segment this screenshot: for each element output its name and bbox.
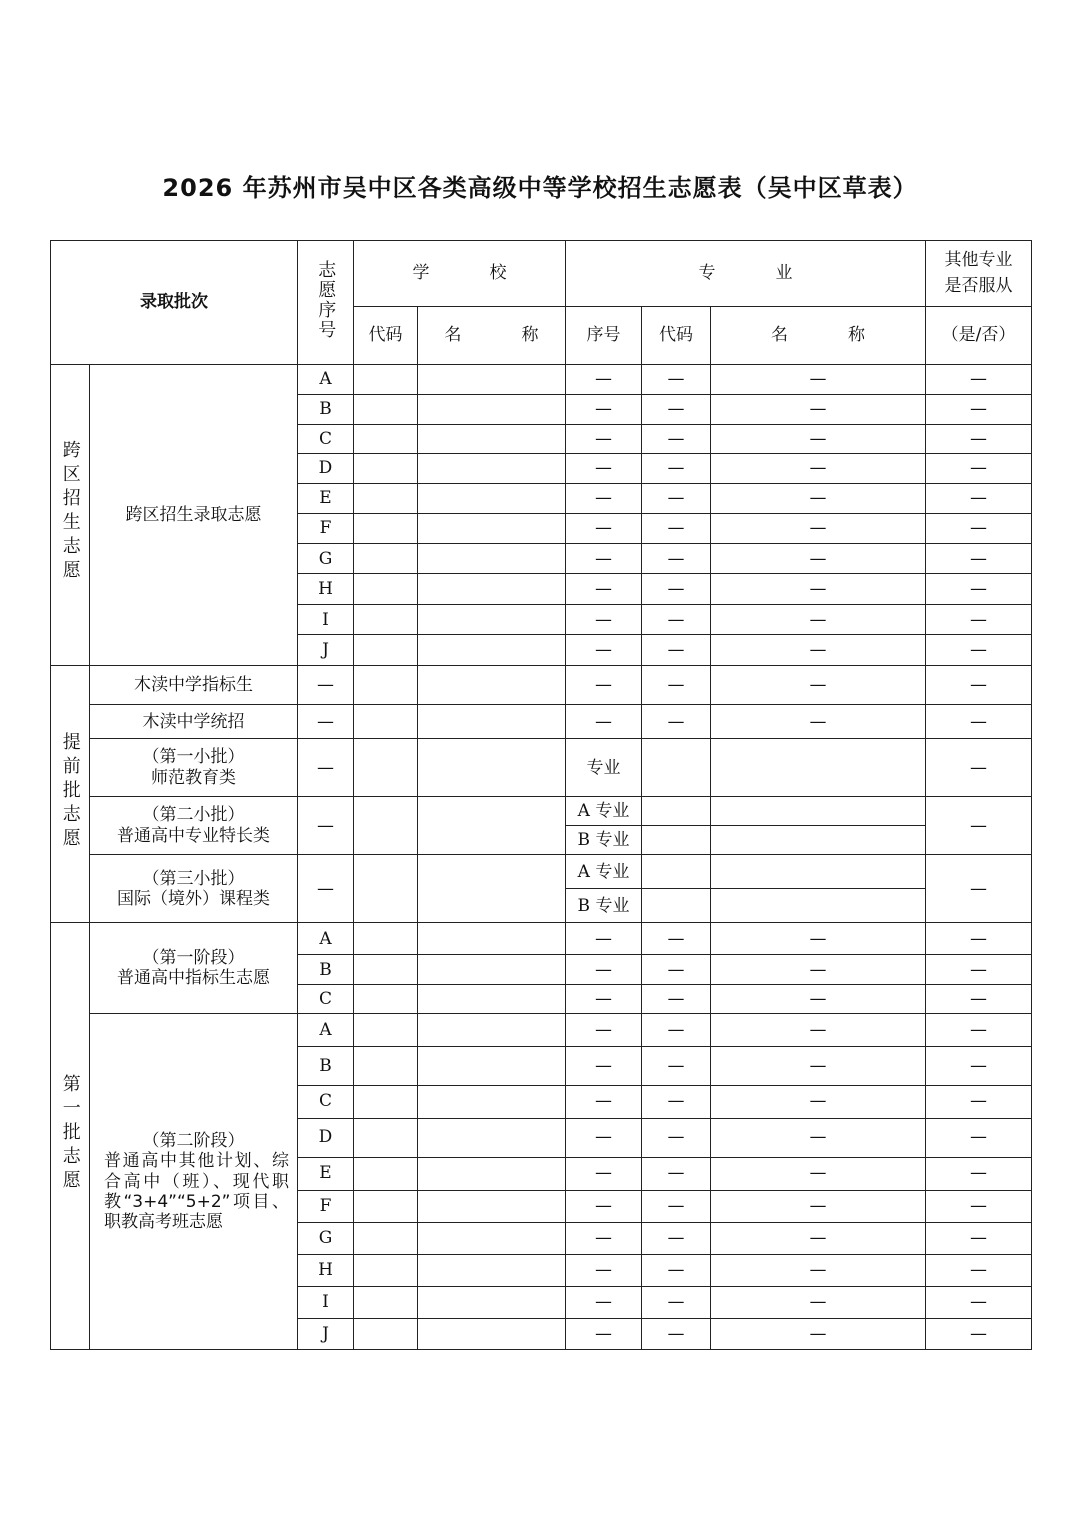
dash-cell: — (926, 1047, 1032, 1085)
dash-cell: — (711, 425, 926, 454)
stage2-category: （第二阶段） 普通高中其他计划、综合高中（班）、现代职教“3+4”“5+2”项目、职教高考班志愿 (90, 1014, 298, 1350)
school-name-cell[interactable] (418, 1254, 566, 1286)
dash-cell: — (926, 923, 1032, 955)
dash-cell: — (642, 666, 711, 705)
dash-cell: — (642, 1014, 711, 1047)
school-name-cell[interactable] (418, 1190, 566, 1222)
school-code-cell[interactable] (354, 923, 418, 955)
school-code-cell[interactable] (354, 985, 418, 1014)
sub1-category: （第一小批） 师范教育类 (90, 739, 298, 797)
seq-cell: J (298, 1318, 354, 1349)
dash-cell: — (926, 1190, 1032, 1222)
stage1-category: （第一阶段） 普通高中指标生志愿 (90, 923, 298, 1014)
dash-cell: — (926, 739, 1032, 797)
header-school-name: 名 称 (418, 307, 566, 365)
dash-cell: — (298, 855, 354, 923)
school-code-cell[interactable] (354, 705, 418, 739)
dash-cell: — (642, 635, 711, 666)
school-name-cell[interactable] (418, 739, 566, 797)
dash-cell: — (711, 1190, 926, 1222)
table-row (51, 855, 1032, 889)
dash-cell: — (566, 1190, 642, 1222)
dash-cell: — (298, 666, 354, 705)
dash-cell: — (566, 1318, 642, 1349)
school-code-cell[interactable] (354, 484, 418, 514)
school-name-cell[interactable] (418, 705, 566, 739)
school-name-cell[interactable] (418, 605, 566, 635)
dash-cell: — (642, 1222, 711, 1254)
dash-cell: — (642, 1254, 711, 1286)
dash-cell: — (711, 605, 926, 635)
dash-cell: — (642, 923, 711, 955)
major-code-cell[interactable] (642, 739, 711, 797)
dash-cell: — (566, 1118, 642, 1157)
dash-cell: — (926, 514, 1032, 544)
header-major: 专 业 (566, 241, 926, 307)
school-name-cell[interactable] (418, 1014, 566, 1047)
dash-cell: — (926, 1286, 1032, 1318)
school-code-cell[interactable] (354, 635, 418, 666)
seq-cell: D (298, 1118, 354, 1157)
dash-cell: — (926, 855, 1032, 923)
major-name-cell[interactable] (711, 826, 926, 855)
table-row (51, 365, 1032, 395)
major-label-cell: A 专业 (566, 797, 642, 826)
school-code-cell[interactable] (354, 574, 418, 605)
dash-cell: — (711, 574, 926, 605)
dash-cell: — (711, 1157, 926, 1190)
dash-cell: — (711, 484, 926, 514)
school-name-cell[interactable] (418, 797, 566, 855)
dash-cell: — (566, 365, 642, 395)
cross-category: 跨区招生录取志愿 (90, 365, 298, 666)
seq-cell: E (298, 484, 354, 514)
school-name-cell[interactable] (418, 635, 566, 666)
dash-cell: — (926, 1085, 1032, 1118)
seq-cell: A (298, 365, 354, 395)
section-cross-label: 跨区招生志愿 (51, 365, 90, 666)
dash-cell: — (711, 955, 926, 985)
dash-cell: — (926, 705, 1032, 739)
dash-cell: — (566, 705, 642, 739)
major-label-cell: B 专业 (566, 826, 642, 855)
dash-cell: — (711, 1254, 926, 1286)
header-school: 学 校 (354, 241, 566, 307)
dash-cell: — (711, 1318, 926, 1349)
seq-cell: F (298, 514, 354, 544)
dash-cell: — (642, 395, 711, 425)
school-name-cell[interactable] (418, 1222, 566, 1254)
dash-cell: — (926, 955, 1032, 985)
dash-cell: — (566, 1157, 642, 1190)
seq-cell: H (298, 574, 354, 605)
dash-cell: — (566, 955, 642, 985)
dash-cell: — (926, 1318, 1032, 1349)
dash-cell: — (711, 923, 926, 955)
school-name-cell[interactable] (418, 955, 566, 985)
dash-cell: — (926, 1222, 1032, 1254)
dash-cell: — (926, 365, 1032, 395)
school-name-cell[interactable] (418, 1118, 566, 1157)
dash-cell: — (642, 574, 711, 605)
dash-cell: — (926, 484, 1032, 514)
school-name-cell[interactable] (418, 923, 566, 955)
dash-cell: — (642, 1047, 711, 1085)
school-name-cell[interactable] (418, 666, 566, 705)
dash-cell: — (926, 797, 1032, 855)
dash-cell: — (711, 985, 926, 1014)
table-row (51, 923, 1032, 955)
dash-cell: — (926, 574, 1032, 605)
dash-cell: — (711, 1286, 926, 1318)
dash-cell: — (566, 1222, 642, 1254)
table-row (51, 666, 1032, 705)
school-code-cell[interactable] (354, 1286, 418, 1318)
table-row (51, 797, 1032, 826)
school-code-cell[interactable] (354, 955, 418, 985)
seq-cell: H (298, 1254, 354, 1286)
seq-cell: F (298, 1190, 354, 1222)
dash-cell: — (711, 514, 926, 544)
school-name-cell[interactable] (418, 365, 566, 395)
school-code-cell[interactable] (354, 1014, 418, 1047)
dash-cell: — (926, 605, 1032, 635)
dash-cell: — (926, 544, 1032, 574)
seq-cell: B (298, 955, 354, 985)
school-name-cell[interactable] (418, 574, 566, 605)
school-code-cell[interactable] (354, 454, 418, 484)
dash-cell: — (642, 484, 711, 514)
major-name-cell[interactable] (711, 889, 926, 923)
dash-cell: — (566, 1014, 642, 1047)
dash-cell: — (566, 454, 642, 484)
dash-cell: — (642, 1190, 711, 1222)
header-major-code: 代码 (642, 307, 711, 365)
dash-cell: — (566, 923, 642, 955)
school-code-cell[interactable] (354, 514, 418, 544)
school-code-cell[interactable] (354, 739, 418, 797)
seq-cell: C (298, 985, 354, 1014)
school-code-cell[interactable] (354, 666, 418, 705)
dash-cell: — (566, 484, 642, 514)
school-code-cell[interactable] (354, 1157, 418, 1190)
dash-cell: — (711, 395, 926, 425)
muduzb-category: 木渎中学指标生 (90, 666, 298, 705)
major-name-cell[interactable] (711, 855, 926, 889)
school-code-cell[interactable] (354, 1118, 418, 1157)
header-seq (298, 241, 354, 365)
dash-cell: — (642, 514, 711, 544)
school-name-cell[interactable] (418, 544, 566, 574)
dash-cell: — (926, 635, 1032, 666)
dash-cell: — (566, 574, 642, 605)
header-batch: 录取批次 (51, 241, 298, 365)
dash-cell: — (642, 955, 711, 985)
dash-cell: — (711, 1085, 926, 1118)
dash-cell: — (711, 544, 926, 574)
dash-cell: — (566, 1254, 642, 1286)
school-code-cell[interactable] (354, 425, 418, 454)
school-name-cell[interactable] (418, 454, 566, 484)
major-label-cell: 专业 (566, 739, 642, 797)
dash-cell: — (566, 985, 642, 1014)
seq-cell: C (298, 425, 354, 454)
dash-cell: — (566, 666, 642, 705)
school-code-cell[interactable] (354, 1254, 418, 1286)
dash-cell: — (642, 1318, 711, 1349)
dash-cell: — (926, 985, 1032, 1014)
dash-cell: — (298, 739, 354, 797)
major-name-cell[interactable] (711, 739, 926, 797)
school-code-cell[interactable] (354, 797, 418, 855)
school-name-cell[interactable] (418, 855, 566, 923)
dash-cell: — (566, 605, 642, 635)
dash-cell: — (711, 365, 926, 395)
dash-cell: — (566, 514, 642, 544)
school-code-cell[interactable] (354, 1318, 418, 1349)
dash-cell: — (566, 425, 642, 454)
application-form-table (50, 240, 1032, 1350)
school-code-cell[interactable] (354, 1222, 418, 1254)
school-code-cell[interactable] (354, 605, 418, 635)
dash-cell: — (298, 705, 354, 739)
major-code-cell[interactable] (642, 889, 711, 923)
header-major-name: 名 称 (711, 307, 926, 365)
header-yes-no: （是/否） (926, 307, 1032, 365)
school-name-cell[interactable] (418, 1318, 566, 1349)
dash-cell: — (711, 454, 926, 484)
dash-cell: — (711, 666, 926, 705)
seq-cell: A (298, 1014, 354, 1047)
seq-cell: J (298, 635, 354, 666)
seq-cell: D (298, 454, 354, 484)
dash-cell: — (566, 635, 642, 666)
dash-cell: — (642, 705, 711, 739)
dash-cell: — (926, 666, 1032, 705)
dash-cell: — (926, 1118, 1032, 1157)
dash-cell: — (642, 454, 711, 484)
school-name-cell[interactable] (418, 484, 566, 514)
school-name-cell[interactable] (418, 1047, 566, 1085)
school-name-cell[interactable] (418, 395, 566, 425)
school-code-cell[interactable] (354, 365, 418, 395)
dash-cell: — (566, 1085, 642, 1118)
muduth-category: 木渎中学统招 (90, 705, 298, 739)
major-name-cell[interactable] (711, 797, 926, 826)
school-code-cell[interactable] (354, 1085, 418, 1118)
major-label-cell: B 专业 (566, 889, 642, 923)
seq-cell: G (298, 1222, 354, 1254)
seq-cell: I (298, 605, 354, 635)
table-row (51, 739, 1032, 797)
dash-cell: — (566, 544, 642, 574)
seq-cell: G (298, 544, 354, 574)
dash-cell: — (926, 1254, 1032, 1286)
dash-cell: — (711, 635, 926, 666)
seq-cell: I (298, 1286, 354, 1318)
dash-cell: — (926, 1157, 1032, 1190)
dash-cell: — (926, 454, 1032, 484)
dash-cell: — (642, 985, 711, 1014)
dash-cell: — (566, 395, 642, 425)
seq-cell: C (298, 1085, 354, 1118)
major-label-cell: A 专业 (566, 855, 642, 889)
major-code-cell[interactable] (642, 797, 711, 826)
dash-cell: — (711, 1014, 926, 1047)
section-first-label: 第一批志愿 (51, 923, 90, 1350)
school-code-cell[interactable] (354, 855, 418, 923)
seq-cell: E (298, 1157, 354, 1190)
school-name-cell[interactable] (418, 514, 566, 544)
dash-cell: — (642, 544, 711, 574)
dash-cell: — (566, 1047, 642, 1085)
dash-cell: — (642, 365, 711, 395)
seq-cell: A (298, 923, 354, 955)
dash-cell: — (926, 425, 1032, 454)
dash-cell: — (298, 797, 354, 855)
school-code-cell[interactable] (354, 1047, 418, 1085)
table-row (51, 1014, 1032, 1047)
header-school-code: 代码 (354, 307, 418, 365)
major-code-cell[interactable] (642, 855, 711, 889)
dash-cell: — (711, 705, 926, 739)
dash-cell: — (926, 395, 1032, 425)
header-seq-text: 志愿序号 (315, 259, 337, 340)
school-name-cell[interactable] (418, 985, 566, 1014)
table-row (51, 705, 1032, 739)
school-code-cell[interactable] (354, 395, 418, 425)
section-early-label: 提前批志愿 (51, 666, 90, 923)
sub3-category: （第三小批） 国际（境外）课程类 (90, 855, 298, 923)
page-title: 2026 年苏州市吴中区各类高级中等学校招生志愿表（吴中区草表） (162, 174, 918, 202)
dash-cell: — (711, 1047, 926, 1085)
dash-cell: — (926, 1014, 1032, 1047)
header-other: 其他专业是否服从 (926, 241, 1032, 307)
seq-cell: B (298, 395, 354, 425)
school-code-cell[interactable] (354, 544, 418, 574)
dash-cell: — (642, 1118, 711, 1157)
header-major-seq: 序号 (566, 307, 642, 365)
dash-cell: — (711, 1222, 926, 1254)
school-name-cell[interactable] (418, 1157, 566, 1190)
major-code-cell[interactable] (642, 826, 711, 855)
school-name-cell[interactable] (418, 425, 566, 454)
seq-cell: B (298, 1047, 354, 1085)
school-name-cell[interactable] (418, 1085, 566, 1118)
dash-cell: — (642, 1157, 711, 1190)
dash-cell: — (642, 425, 711, 454)
dash-cell: — (642, 605, 711, 635)
dash-cell: — (566, 1286, 642, 1318)
dash-cell: — (711, 1118, 926, 1157)
dash-cell: — (642, 1085, 711, 1118)
sub2-category: （第二小批） 普通高中专业特长类 (90, 797, 298, 855)
school-name-cell[interactable] (418, 1286, 566, 1318)
dash-cell: — (642, 1286, 711, 1318)
school-code-cell[interactable] (354, 1190, 418, 1222)
